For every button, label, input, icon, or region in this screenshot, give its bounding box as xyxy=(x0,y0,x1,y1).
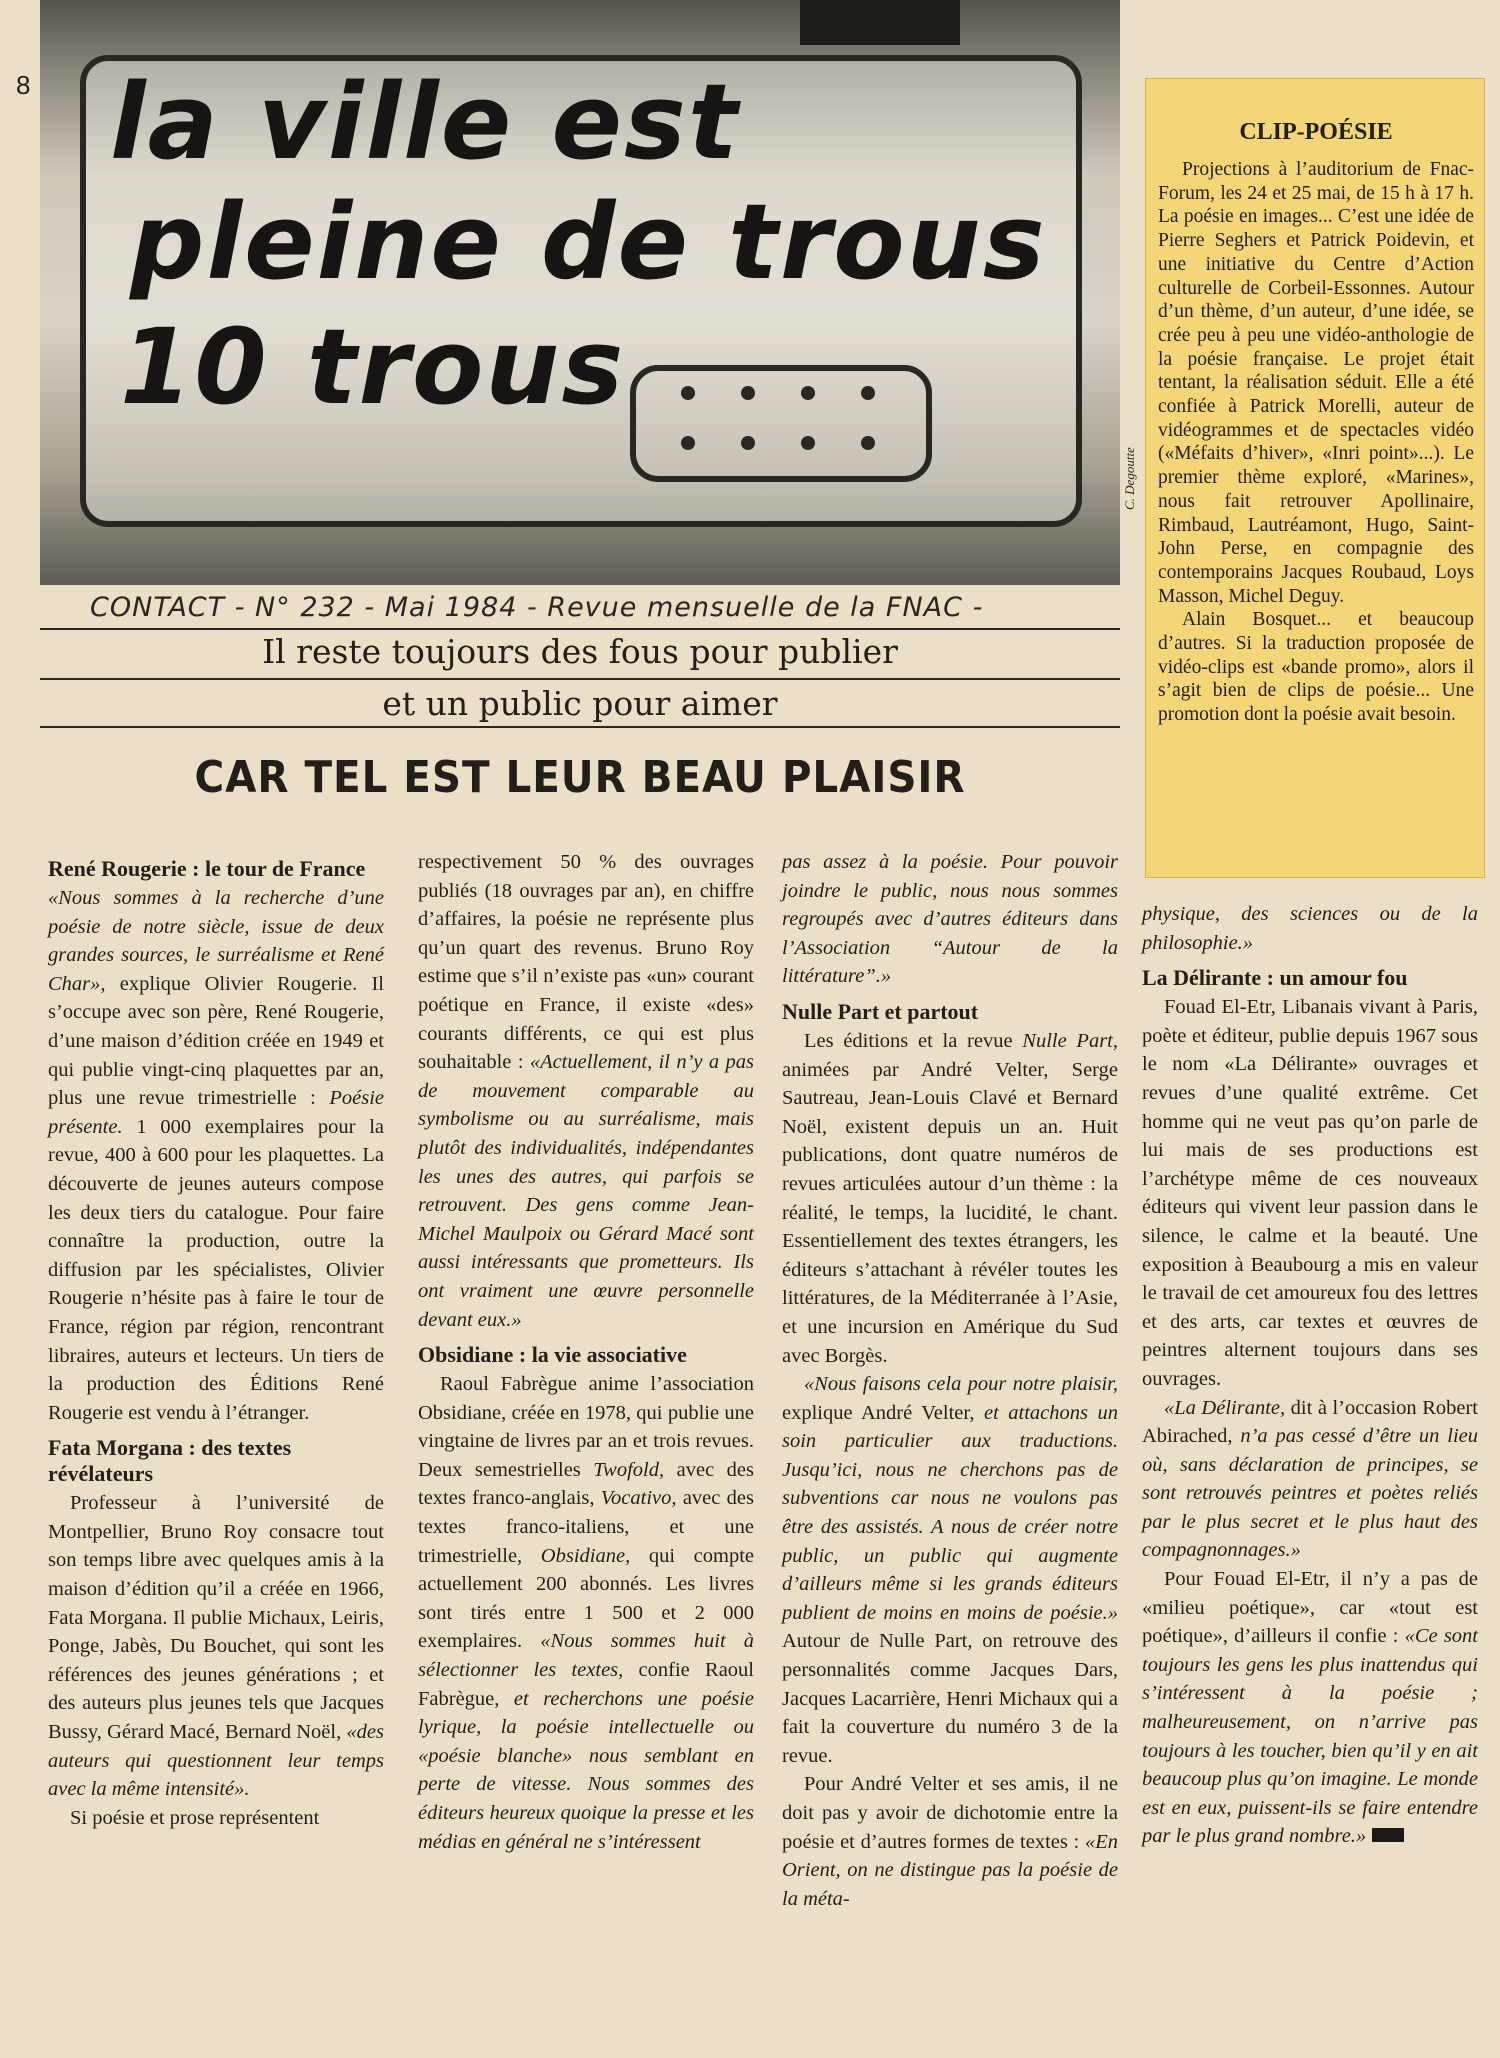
article-column-2 xyxy=(418,848,754,1856)
article-column-3 xyxy=(782,848,1118,1913)
paragraph xyxy=(48,884,384,1427)
title-italic: Nulle Part, xyxy=(1022,1029,1118,1052)
text: 1 000 exemplaires pour la revue, 400 à 600 pour les plaquettes. La découverte de jeunes auteurs compose les deux tiers du catalogue. Pour faire connaître la production, outre la diffusion par les spécialistes, Olivier Rougerie n’hésite pas à faire le tour de France, région par région, rencontrant libraires, auteurs et lecteurs. Un tiers de la production des Éditions René Rougerie est vendu à l’étranger. xyxy=(48,1115,384,1424)
quote: «Nous sommes huit à sélectionner les textes, xyxy=(418,1630,754,1682)
article-headline: CAR TEL EST LEUR BEAU PLAISIR xyxy=(194,752,966,803)
text: dit à l’occasion Robert Abirached, xyxy=(1142,1396,1479,1448)
paragraph xyxy=(1142,1394,1478,1566)
top-rule xyxy=(40,628,1120,630)
paragraph: Si poésie et prose représentent xyxy=(70,1806,320,1829)
section-heading-obsidiane: Obsidiane : la vie associative xyxy=(418,1342,687,1368)
quote: «des auteurs qui questionnent leur temps avec la même intensité». xyxy=(48,1721,384,1801)
graffiti-text-line-3: 10 trous xyxy=(120,306,626,428)
graffiti-photo xyxy=(40,0,1120,585)
quote: «En Orient, on ne distingue pas la poésie de la méta- xyxy=(782,1830,1118,1910)
paragraph xyxy=(782,1027,1118,1370)
photo-dark-box xyxy=(800,0,960,45)
paragraph xyxy=(782,1370,1118,1770)
text: confie Raoul Fabrègue, xyxy=(418,1659,754,1710)
section-heading-fata-morgana: Fata Morgana : des textes révélateurs xyxy=(48,1435,292,1487)
text: Pour Fouad El-Etr, il n’y a pas de «milieu poétique», car «tout est poétique», d’ailleurs il confie : xyxy=(1142,1568,1478,1648)
title-italic: Obsidiane, xyxy=(540,1544,631,1567)
quote: «Nous sommes à la recherche d’une poésie de notre siècle, issue de deux grandes sources, le surréalisme et René Char», xyxy=(48,887,384,995)
title-italic: Twofold, xyxy=(593,1458,665,1481)
photo-vent-grille xyxy=(630,365,932,482)
paragraph xyxy=(418,1370,754,1856)
text: Autour de Nulle Part, on retrouve des personnalités comme Jacques Dars, Jacques Lacarrière, Henri Michaux qui a fait la couverture du numéro 3 de la revue. xyxy=(782,1630,1118,1767)
paragraph xyxy=(1142,1565,1478,1851)
text: Raoul Fabrègue anime l’association Obsidiane, créée en 1978, qui publie une vingtaine de livres par an et trois revues. Deux semestrielles xyxy=(418,1373,754,1481)
paragraph xyxy=(48,1489,384,1804)
quote: n’a pas cessé d’être un lieu où, sans déclaration de principes, se sont retrouvés peintres et poètes reliés par le plus secret et le plus haut des compagnonnages.» xyxy=(1142,1425,1479,1562)
article-column-1 xyxy=(48,848,384,1832)
quote: «Nous faisons cela pour notre plaisir, xyxy=(804,1373,1118,1396)
text: qui compte actuellement 200 abonnés. Les livres sont tirés entre 1 500 et 2 000 exemplaires. xyxy=(418,1544,754,1653)
subheadline-line-1: Il reste toujours des fous pour publier xyxy=(262,632,898,671)
text: explique Olivier Rougerie. Il s’occupe avec son père, René Rougerie, d’une maison d’édition créée en 1949 et qui publie vingt-cinq plaquettes par an, plus une revue trimestrielle : xyxy=(48,972,384,1110)
text: avec des textes franco-anglais, xyxy=(418,1458,754,1510)
sidebar-title: CLIP-POÉSIE xyxy=(1239,119,1393,145)
text: animées par André Velter, Serge Sautreau, Jean-Louis Clavé et Bernard Noël, existent depuis un an. Huit publications, dont quatre numéros de revues articulées autour d’un thème : la réalité, le temps, la lucidité, le chant. Essentiellement des textes étrangers, les éditeurs s’attachant à révéler toutes les littératures, de la Méditerranée à l’Asie, et une incursion en Amérique du Sud avec Borgès. xyxy=(782,1058,1118,1367)
sidebar-paragraph-2: Alain Bosquet... et beaucoup d’autres. Si la traduction proposée de vidéo-clips est «bande promo», alors il s’agit bien de clips de poésie... Une promotion dont la poésie avait besoin. xyxy=(1158,609,1474,726)
quote: et recherchons une poésie lyrique, la poésie intellectuelle ou «poésie blanche» nous semblant en perte de vitesse. Nous sommes des éditeurs heureux quoique la presse et les médias en général ne s’intéressent xyxy=(418,1687,754,1853)
subheadline-line-2: et un public pour aimer xyxy=(382,684,778,723)
paragraph xyxy=(782,1770,1118,1913)
handwritten-source-note: CONTACT - N° 232 - Mai 1984 - Revue mensuelle de la FNAC - xyxy=(90,592,984,623)
section-heading-la-delirante: La Délirante : un amour fou xyxy=(1142,965,1408,991)
clip-poesie-sidebar xyxy=(1145,78,1485,878)
page-number: 8 xyxy=(16,70,31,100)
article-column-4 xyxy=(1142,900,1478,1851)
quote: «La Délirante, xyxy=(1164,1396,1286,1419)
text: respectivement 50 % des ouvrages publiés (18 ouvrages par an), en chiffre d’affaires, la poésie ne représente plus qu’un quart des revenus. Bruno Roy estime que s’il n’existe pas «un» courant poétique en France, il existe «des» courants différents, ce qui est plus souhaitable : xyxy=(418,851,754,1074)
sidebar-paragraph-1: Projections à l’auditorium de Fnac-Forum, les 24 et 25 mai, de 15 h à 17 h. La poésie en images... C’est une idée de Pierre Seghers et Patrick Poidevin, et une initiative du Centre d’Action culturelle de Corbeil-Essonnes. Autour d’un thème, d’un auteur, d’une idée, se crée peu à peu une vidéo-anthologie de la poésie française. Le projet était tentant, la réalisation séduit. Elle a été confiée à Patrick Morelli, auteur de vidéogrammes et de spectacles vidéo («Méfaits d’hiver», «Inri point»...). Le premier thème exploré, «Marines», nous fait retrouver Apollinaire, Rimbaud, Lautréamont, Hugo, Saint-John Perse, en compagnie des contemporains Jacques Roubaud, Loys Masson, Michel Deguy. xyxy=(1158,159,1474,607)
quote: et attachons un soin particulier aux traductions. Jusqu’ici, nous ne cherchons pas de subventions car nous ne voulons pas être des assistés. A nous de créer notre public, un public qui augmente d’ailleurs même si les grands éditeurs publient de moins en moins de poésie.» xyxy=(782,1401,1118,1624)
title-italic: Poésie présente. xyxy=(48,1087,384,1138)
text: Professeur à l’université de Montpellier, Bruno Roy consacre tout son temps libre avec quelques amis à la maison d’édition qu’il a créée en 1966, Fata Morgana. Il publie Michaux, Leiris, Ponge, Jabès, Du Bouchet, qui sont les références des jeunes générations ; et des auteurs plus jeunes tels que Jacques Bussy, Gérard Macé, Bernard Noël, xyxy=(48,1492,384,1744)
middle-rule xyxy=(40,678,1120,680)
section-heading-rougerie: René Rougerie : le tour de France xyxy=(48,856,366,881)
paragraph xyxy=(418,848,754,1334)
text: Pour André Velter et ses amis, il ne doit pas y avoir de dichotomie entre la poésie et d’autres formes de textes : xyxy=(782,1773,1118,1853)
paragraph: Fouad El-Etr, Libanais vivant à Paris, poète et éditeur, publie depuis 1967 sous le nom «La Délirante» ouvrages et revues d’une qualité extrême. Cet homme qui ne veut pas qu’on parle de lui mais de ses productions est l’archétype même de ces nouveaux éditeurs qui vivent leur passion dans le silence, le calme et la beauté. Une exposition à Beaubourg a mis en valeur le travail de cet amoureux fou des lettres et des arts, car textes et œuvres de peintres alternent toujours dans ses ouvrages. xyxy=(1142,996,1478,1390)
graffiti-text-line-1: la ville est xyxy=(110,61,740,183)
section-heading-nulle-part: Nulle Part et partout xyxy=(782,998,979,1024)
text: explique André Velter, xyxy=(782,1401,985,1424)
title-italic: Vocativo, xyxy=(600,1487,677,1510)
graffiti-text-line-2: pleine de trous xyxy=(130,181,1047,303)
paragraph: physique, des sciences ou de la philosophie.» xyxy=(1142,903,1478,954)
quote: «Actuellement, il n’y a pas de mouvement comparable au symbolisme ou au surréalisme, mais plutôt des individualités, indépendantes les unes des autres, qui parfois se retrouvent. Des gens comme Jean-Michel Maulpoix ou Gérard Macé sont aussi intéressants que prometteurs. Ils ont vraiment une œuvre personnelle devant eux.» xyxy=(418,1051,754,1331)
photo-credit: C. Degoutte xyxy=(1122,447,1137,510)
text: avec des textes franco-italiens, et une trimestrielle, xyxy=(418,1487,754,1567)
text: Les éditions et la revue xyxy=(804,1029,1023,1052)
bottom-rule xyxy=(40,726,1120,728)
end-of-article-mark xyxy=(1372,1828,1404,1842)
quote: «Ce sont toujours les gens les plus inattendus qui s’intéressent à la poésie ; malheureusement, on n’arrive pas toujours à les toucher, bien qu’il y en ait beaucoup plus qu’on imagine. Le monde est en eux, puissent-ils se faire entendre par le plus grand nombre.» xyxy=(1142,1625,1479,1848)
paragraph: pas assez à la poésie. Pour pouvoir joindre le public, nous nous sommes regroupés avec d’autres éditeurs dans l’Association “Autour de la littérature”.» xyxy=(782,851,1118,988)
